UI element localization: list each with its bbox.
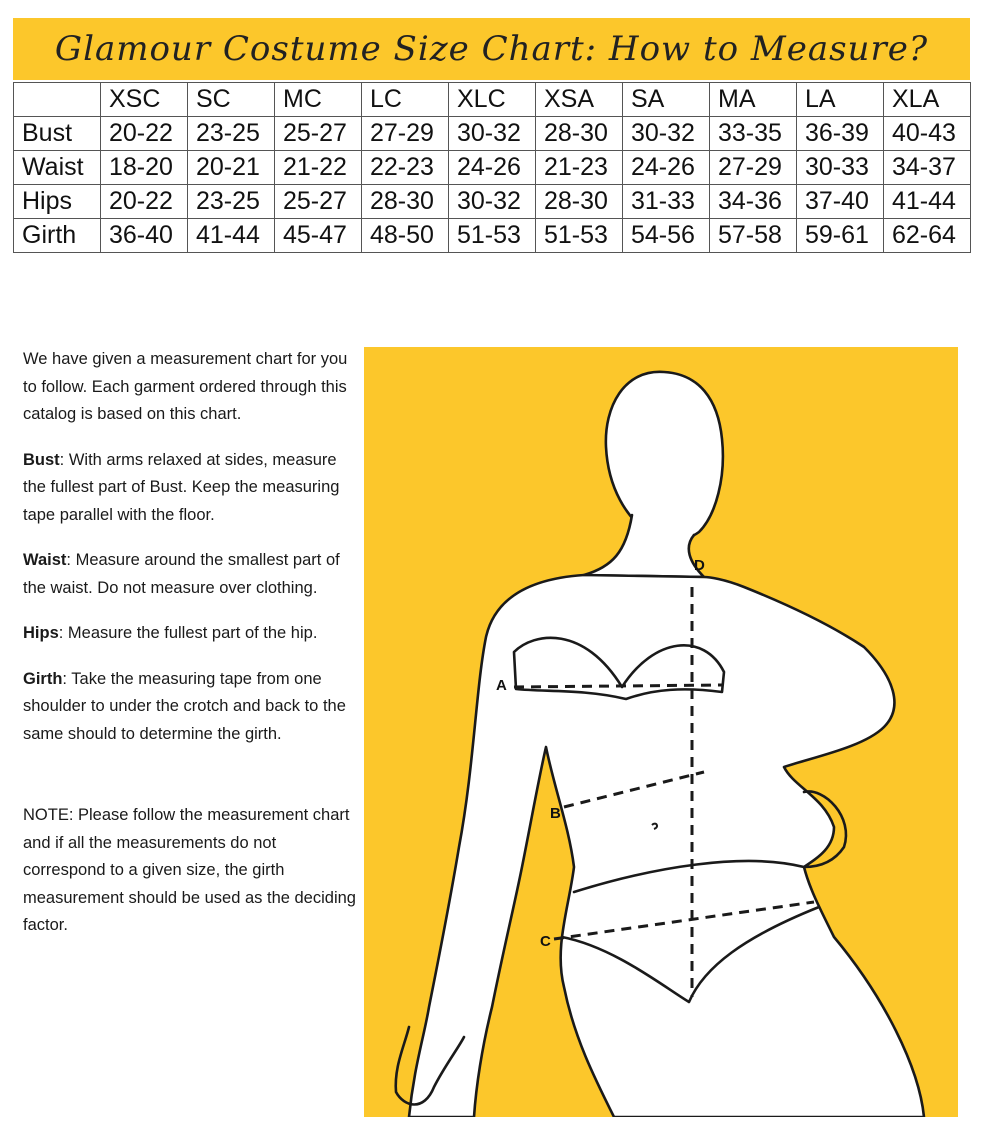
table-header-cell: XSC [101,83,188,117]
table-cell: 20-22 [101,117,188,151]
intro-paragraph: We have given a measurement chart for you to follow. Each garment ordered through this catalog is based on this chart. [23,350,348,423]
table-cell: 30-32 [623,117,710,151]
girth-text: : Take the measuring tape from one shoulder to under the crotch and back to the same should to determine the girth. [23,669,346,743]
table-cell: 21-23 [536,151,623,185]
table-cell: 34-36 [710,185,797,219]
table-row-girth [14,219,971,253]
note-paragraph: NOTE: Please follow the measurement chart and if all the measurements do not correspond to a given size, the girth measurement should be used as the deciding factor. [23,806,356,934]
hips-instruction [23,620,358,648]
table-cell: 28-30 [536,117,623,151]
table-header-cell: LA [797,83,884,117]
table-cell: 20-21 [188,151,275,185]
table-cell: 22-23 [362,151,449,185]
label-a: A [496,677,507,694]
table-cell: 30-32 [449,185,536,219]
table-cell: 41-44 [188,219,275,253]
waist-term: Waist [23,551,67,569]
table-cell: 41-44 [884,185,971,219]
row-label: Bust [14,117,101,151]
page-title: Glamour Costume Size Chart: How to Measure? [54,29,929,69]
table-header-cell: XSA [536,83,623,117]
table-cell: 34-37 [884,151,971,185]
table-cell: 20-22 [101,185,188,219]
table-cell: 37-40 [797,185,884,219]
table-header-cell: MA [710,83,797,117]
table-cell: 24-26 [623,151,710,185]
girth-term: Girth [23,669,63,688]
table-cell: 23-25 [188,117,275,151]
table-cell: 25-27 [275,117,362,151]
title-banner [13,18,970,80]
table-cell: 51-53 [449,219,536,253]
hips-term: Hips [23,624,59,642]
hips-text: : Measure the fullest part of the hip. [58,624,318,642]
table-row-bust [14,117,971,151]
table-cell: 59-61 [797,219,884,253]
head-outline [606,372,723,540]
table-cell: 40-43 [884,117,971,151]
table-cell: 18-20 [101,151,188,185]
waist-text: : Measure around the smallest part of the waist. Do not measure over clothing. [23,551,340,597]
table-header-cell: SA [623,83,710,117]
table-cell: 27-29 [710,151,797,185]
label-b: B [550,805,561,822]
girth-instruction [23,666,358,749]
label-c: C [540,933,551,950]
measurement-figure [364,347,958,1117]
table-cell: 25-27 [275,185,362,219]
waist-instruction [23,547,358,602]
table-header-cell: MC [275,83,362,117]
table-cell: 45-47 [275,219,362,253]
table-cell: 24-26 [449,151,536,185]
table-header-row [14,83,971,117]
table-cell: 51-53 [536,219,623,253]
table-cell: 28-30 [536,185,623,219]
table-cell: 36-39 [797,117,884,151]
table-cell: 33-35 [710,117,797,151]
table-cell: 36-40 [101,219,188,253]
table-header-cell: XLC [449,83,536,117]
table-cell: 30-33 [797,151,884,185]
table-header-cell: LC [362,83,449,117]
table-cell: 62-64 [884,219,971,253]
table-header-cell: SC [188,83,275,117]
table-cell: 54-56 [623,219,710,253]
body-outline-illustration [364,347,958,1117]
row-label: Girth [14,219,101,253]
table-header-cell [14,83,101,117]
bust-instruction [23,447,358,530]
bust-term: Bust [23,450,60,469]
table-row-waist [14,151,971,185]
table-cell: 23-25 [188,185,275,219]
table-header-cell: XLA [884,83,971,117]
table-cell: 30-32 [449,117,536,151]
size-chart-table [13,82,971,253]
table-row-hips [14,185,971,219]
row-label: Waist [14,151,101,185]
table-cell: 48-50 [362,219,449,253]
bust-text: : With arms relaxed at sides, measure the fullest part of Bust. Keep the measuring tape parallel with the floor. [23,450,340,524]
table-cell: 28-30 [362,185,449,219]
label-d: D [694,557,705,574]
table-cell: 27-29 [362,117,449,151]
table-cell: 21-22 [275,151,362,185]
table-cell: 57-58 [710,219,797,253]
measurement-instructions [23,346,358,958]
row-label: Hips [14,185,101,219]
table-cell: 31-33 [623,185,710,219]
